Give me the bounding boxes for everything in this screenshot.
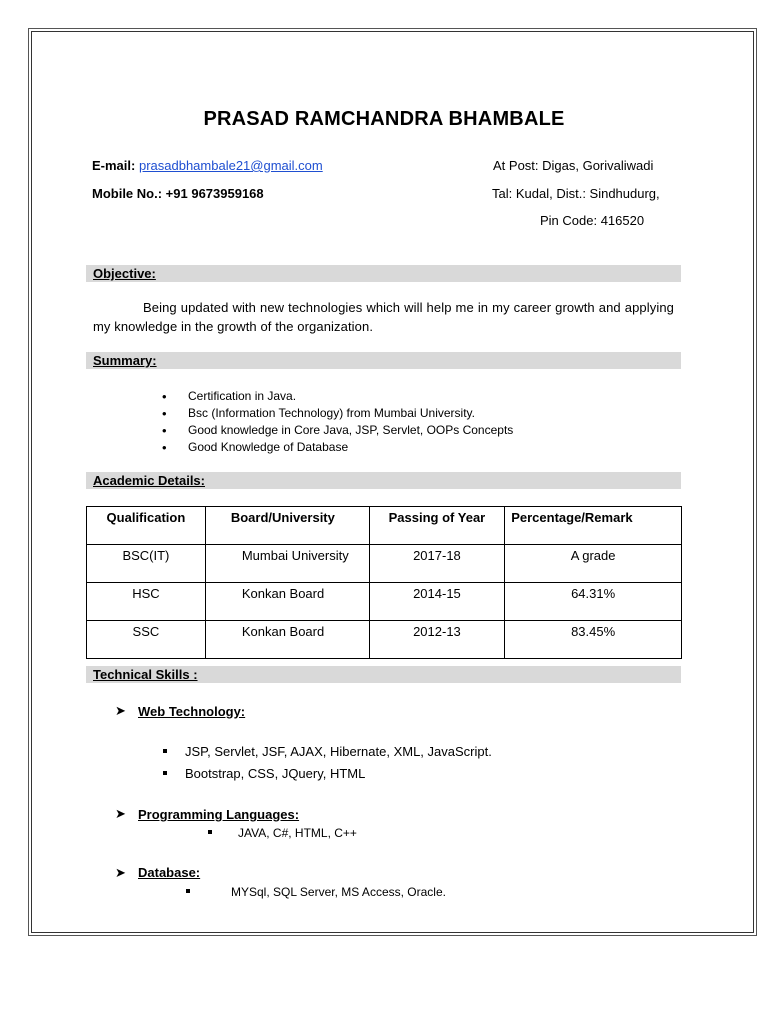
web-skill-item: JSP, Servlet, JSF, AJAX, Hibernate, XML, JavaScript. [185, 744, 492, 759]
email-label: E-mail: [92, 158, 136, 173]
skills-title: Technical Skills : [93, 667, 198, 682]
square-bullet-icon [208, 830, 212, 834]
header-percentage: Percentage/Remark [505, 507, 682, 545]
cell-qualification: SSC [87, 621, 206, 659]
cell-year: 2012-13 [369, 621, 505, 659]
table-row [87, 621, 682, 659]
cell-board: Konkan Board [205, 583, 369, 621]
programming-skill-item: JAVA, C#, HTML, C++ [238, 826, 357, 840]
mobile-number: +91 9673959168 [165, 186, 264, 201]
cell-qualification: BSC(IT) [87, 545, 206, 583]
summary-item: • Good Knowledge of Database [162, 439, 513, 456]
header-year: Passing of Year [369, 507, 505, 545]
summary-title: Summary: [93, 353, 157, 368]
cell-percentage: 64.31% [505, 583, 682, 621]
academic-title: Academic Details: [93, 473, 205, 488]
objective-title: Objective: [93, 266, 156, 281]
cell-board: Mumbai University [205, 545, 369, 583]
summary-list [162, 388, 513, 456]
summary-item: • Bsc (Information Technology) from Mumbai University. [162, 405, 513, 422]
table-row [87, 545, 682, 583]
summary-section-bar [86, 352, 681, 369]
cell-percentage: 83.45% [505, 621, 682, 659]
mobile-line [92, 186, 264, 201]
email-link[interactable]: prasadbhambale21@gmail.com [138, 158, 323, 173]
square-bullet-icon [186, 889, 190, 893]
programming-languages-label: Programming Languages: [138, 807, 300, 822]
address-line-2: Tal: Kudal, Dist.: Sindhudurg, [492, 186, 660, 201]
cell-year: 2017-18 [369, 545, 505, 583]
objective-text: Being updated with new technologies which will help me in my career growth and applying my knowledge in the growth of the organization. [93, 300, 674, 334]
arrow-bullet-icon: ➤ [115, 703, 126, 718]
table-row [87, 583, 682, 621]
mobile-label: Mobile No.: [92, 186, 163, 201]
cell-year: 2014-15 [369, 583, 505, 621]
database-label: Database: [138, 865, 201, 880]
cell-percentage: A grade [505, 545, 682, 583]
table-header-row [87, 507, 682, 545]
square-bullet-icon [163, 749, 167, 753]
cell-board: Konkan Board [205, 621, 369, 659]
header-qualification: Qualification [87, 507, 206, 545]
academic-table [86, 506, 682, 659]
objective-section-bar [86, 265, 681, 282]
arrow-bullet-icon: ➤ [115, 865, 126, 880]
email-line [92, 158, 323, 173]
address-line-3: Pin Code: 416520 [540, 213, 645, 228]
cell-qualification: HSC [87, 583, 206, 621]
square-bullet-icon [163, 771, 167, 775]
skills-section-bar [86, 666, 681, 683]
database-skill-item: MYSql, SQL Server, MS Access, Oracle. [231, 885, 446, 899]
web-skill-item: Bootstrap, CSS, JQuery, HTML [185, 766, 366, 781]
candidate-name: PRASAD RAMCHANDRA BHAMBALE [203, 108, 565, 130]
arrow-bullet-icon: ➤ [115, 806, 126, 821]
header-board: Board/University [205, 507, 369, 545]
web-technology-label: Web Technology: [138, 704, 246, 719]
summary-item: • Good knowledge in Core Java, JSP, Servlet, OOPs Concepts [162, 422, 513, 439]
address-line-1: At Post: Digas, Gorivaliwadi [493, 158, 654, 173]
academic-section-bar [86, 472, 681, 489]
summary-item: • Certification in Java. [162, 388, 513, 405]
